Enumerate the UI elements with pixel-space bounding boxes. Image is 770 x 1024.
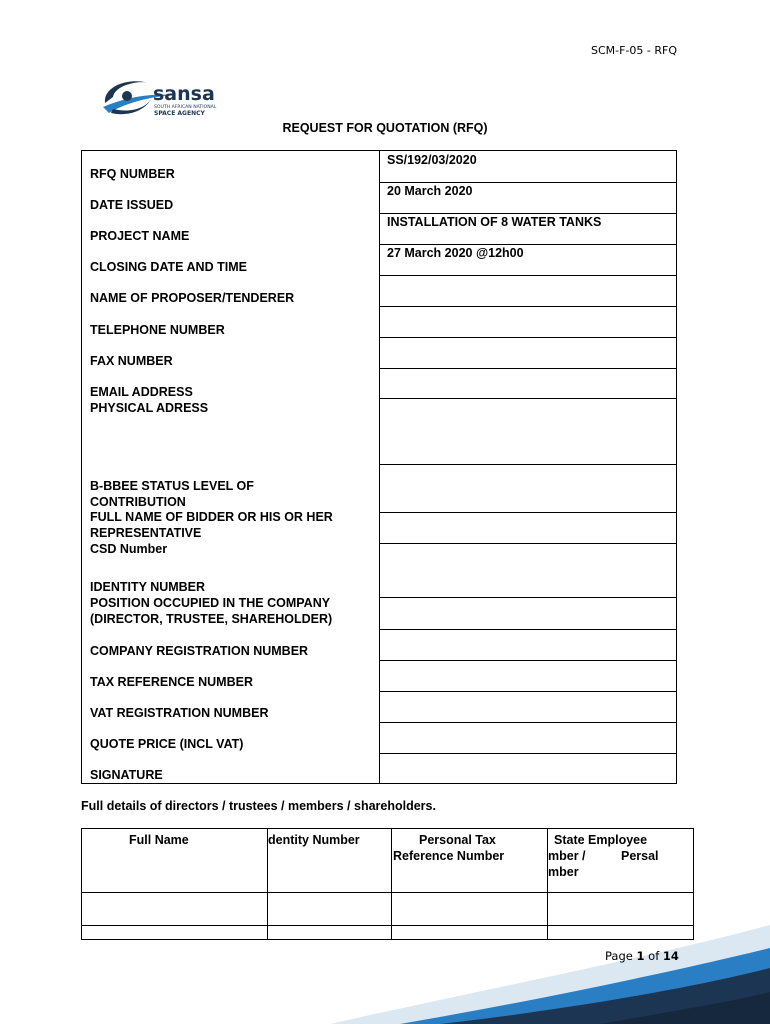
form-title: REQUEST FOR QUOTATION (RFQ) [282, 121, 488, 135]
row-divider [379, 512, 676, 513]
position-label-line2: (DIRECTOR, TRUSTEE, SHAREHOLDER) [90, 612, 333, 626]
row-divider [379, 629, 676, 630]
bidder-label-line1: FULL NAME OF BIDDER OR HIS OR HER [90, 510, 333, 524]
document-reference: SCM-F-05 - RFQ [590, 44, 677, 57]
row-divider [379, 753, 676, 754]
bbbee-label-line1: B-BBEE STATUS LEVEL OF [90, 479, 254, 493]
directors-heading: Full details of directors / trustees / members / shareholders. [81, 799, 436, 813]
date-issued-value: 20 March 2020 [387, 184, 473, 198]
state-employee-header-line2b: Persal [621, 849, 659, 863]
svg-text:SPACE AGENCY: SPACE AGENCY [154, 110, 205, 117]
row-divider [379, 337, 676, 338]
quote-price-label: QUOTE PRICE (INCL VAT) [90, 737, 244, 751]
rfq-number-value: SS/192/03/2020 [387, 153, 477, 167]
row-divider [379, 660, 676, 661]
row-divider [379, 306, 676, 307]
rfq-number-label: RFQ NUMBER [90, 167, 175, 181]
row-divider [82, 892, 693, 893]
column-divider [379, 151, 380, 783]
project-name-value: INSTALLATION OF 8 WATER TANKS [387, 215, 602, 229]
state-employee-header-line3: mber [548, 865, 579, 879]
full-name-header: Full Name [129, 833, 189, 847]
state-employee-header-line2a: mber / [548, 849, 586, 863]
page-number: Page 1 of 14 [605, 949, 679, 963]
fax-label: FAX NUMBER [90, 354, 173, 368]
identity-number-header: dentity Number [268, 833, 360, 847]
vat-registration-label: VAT REGISTRATION NUMBER [90, 706, 269, 720]
rfq-details-table [81, 150, 677, 784]
csd-number-label: CSD Number [90, 542, 168, 556]
bidder-label-line2: REPRESENTATIVE [90, 526, 202, 540]
bbbee-label-line2: CONTRIBUTION [90, 495, 186, 509]
row-divider [379, 368, 676, 369]
sansa-logo [101, 73, 251, 119]
row-divider [379, 543, 676, 544]
personal-tax-header-line1: Personal Tax [419, 833, 496, 847]
closing-date-value: 27 March 2020 @12h00 [387, 246, 524, 260]
telephone-label: TELEPHONE NUMBER [90, 323, 225, 337]
svg-text:sansa: sansa [153, 83, 215, 105]
proposer-label: NAME OF PROPOSER/TENDERER [90, 291, 295, 305]
row-divider [379, 398, 676, 399]
row-divider [379, 597, 676, 598]
project-name-label: PROJECT NAME [90, 229, 190, 243]
state-employee-header-line1: State Employee [554, 833, 648, 847]
personal-tax-header-line2: Reference Number [393, 849, 505, 863]
company-registration-label: COMPANY REGISTRATION NUMBER [90, 644, 309, 658]
row-divider [379, 464, 676, 465]
closing-date-label: CLOSING DATE AND TIME [90, 260, 247, 274]
row-divider [379, 244, 676, 245]
row-divider [379, 722, 676, 723]
row-divider [379, 213, 676, 214]
svg-text:SOUTH AFRICAN NATIONAL: SOUTH AFRICAN NATIONAL [154, 105, 217, 110]
physical-address-label: PHYSICAL ADRESS [90, 401, 209, 415]
row-divider [379, 182, 676, 183]
tax-reference-label: TAX REFERENCE NUMBER [90, 675, 253, 689]
position-label-line1: POSITION OCCUPIED IN THE COMPANY [90, 596, 331, 610]
row-divider [379, 691, 676, 692]
identity-number-label: IDENTITY NUMBER [90, 580, 206, 594]
email-label: EMAIL ADDRESS [90, 385, 193, 399]
date-issued-label: DATE ISSUED [90, 198, 174, 212]
row-divider [379, 275, 676, 276]
signature-label: SIGNATURE [90, 768, 163, 782]
